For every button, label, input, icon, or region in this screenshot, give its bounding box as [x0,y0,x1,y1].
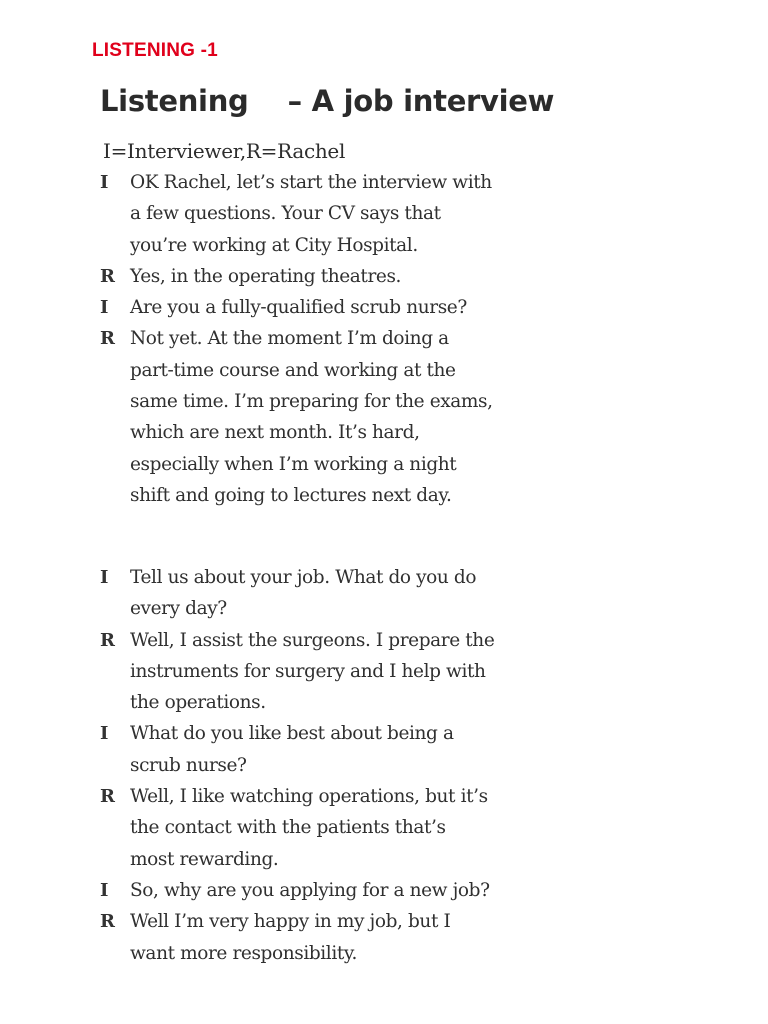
speech-line: a few questions. Your CV says that [130,203,441,225]
speech-line: shift and going to lectures next day. [130,484,452,506]
speech-text [130,906,660,969]
speech-line: scrub nurse? [130,754,247,776]
speaker-label: I [100,879,109,901]
speaker-label: I [100,172,109,193]
dialogue-turn [100,718,660,781]
speaker-label: R [100,786,115,808]
speech-line: instruments for surgery and I help with [130,660,486,682]
dialogue-turn [100,562,660,625]
speech-line: Well, I assist the surgeons. I prepare the [130,629,495,651]
speech-line: which are next month. It’s hard, [130,422,420,444]
exercise-title: Listening – A job interview [100,84,555,118]
speech-line: Are you a fully-qualified scrub nurse? [130,297,467,319]
speech-text [130,167,660,261]
speaker-label: R [100,629,115,651]
speech-line: same time. I’m preparing for the exams, [130,391,493,413]
speech-line: every day? [130,598,227,620]
speech-text [130,292,660,323]
speech-line: especially when I’m working a night [130,453,457,475]
speech-line: Yes, in the operating theatres. [130,265,402,287]
speech-text [130,323,660,511]
speech-line: Well, I like watching operations, but it’s [130,786,488,808]
speech-line: you’re working at City Hospital. [130,234,418,256]
speaker-label: R [100,328,115,350]
dialogue-turn [100,781,660,875]
speech-line: Not yet. At the moment I’m doing a [130,328,449,350]
speech-line: the contact with the patients that’s [130,817,446,839]
speaker-label: I [100,723,109,745]
speech-text [130,718,660,781]
speech-line: Well I’m very happy in my job, but I [130,911,451,933]
dialogue-turn [100,323,660,511]
dialogue-turn [100,261,660,292]
speech-line: OK Rachel, let’s start the interview with [130,172,492,193]
speech-line: Tell us about your job. What do you do [130,567,477,588]
speaker-legend: I=Interviewer,R=Rachel [103,139,346,163]
speech-line: part-time course and working at the [130,359,456,381]
speech-line: the operations. [130,692,266,714]
speech-text [130,625,660,719]
dialogue-turn [100,625,660,719]
speech-text [130,261,660,292]
dialogue-turn [100,167,660,261]
speech-text [130,562,660,625]
dialogue-turn [100,906,660,969]
speech-line: most rewarding. [130,848,279,870]
speaker-label: R [100,265,115,287]
dialogue-part-2 [100,562,660,969]
dialogue-turn [100,875,660,906]
speaker-label: R [100,911,115,933]
speech-text [130,781,660,875]
speech-line: want more responsibility. [130,942,357,964]
speech-line: So, why are you applying for a new job? [130,879,490,901]
page-heading: LISTENING -1 [92,40,218,61]
speech-text [130,875,660,906]
dialogue-turn [100,292,660,323]
speech-line: What do you like best about being a [130,723,454,745]
speaker-label: I [100,297,109,319]
dialogue-part-1 [100,167,660,511]
speaker-label: I [100,567,109,588]
